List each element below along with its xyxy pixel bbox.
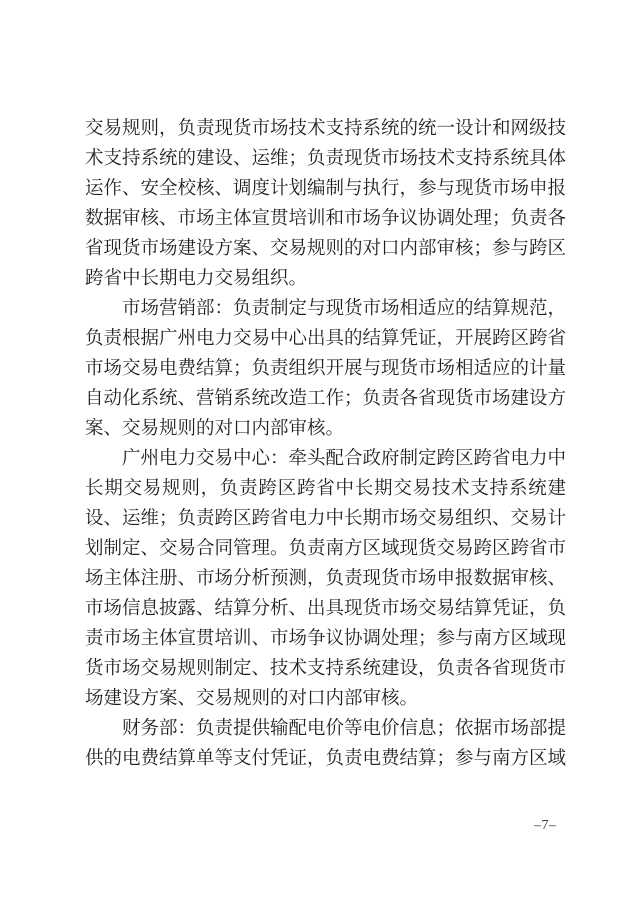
paragraph-finance-department: 财务部：负责提供输配电价等电价信息；依据市场部提供的电费结算单等支付凭证，负责电费结算；参与南方区域	[85, 717, 567, 768]
page-number: –7–	[534, 818, 557, 833]
paragraph-marketing-department: 市场营销部：负责制定与现货市场相适应的结算规范，负责根据广州电力交易中心出具的结算凭证，开展跨区跨省市场交易电费结算；负责组织开展与现货市场相适应的计量自动化系统、营销系统改造工作；负责各省现货市场建设方案、交易规则的对口内部审核。	[85, 297, 567, 438]
paragraph-continuation: 交易规则，负责现货市场技术支持系统的统一设计和网级技术支持系统的建设、运维；负责现货市场技术支持系统具体运作、安全校核、调度计划编制与执行，参与现货市场申报数据审核、市场主体宣贯培训和市场争议协调处理；负责各省现货市场建设方案、交易规则的对口内部审核；参与跨区跨省中长期电力交易组织。	[85, 117, 567, 288]
body-text-block	[85, 113, 566, 773]
paragraph-guangzhou-power-exchange: 广州电力交易中心：牵头配合政府制定跨区跨省电力中长期交易规则，负责跨区跨省中长期交易技术支持系统建设、运维；负责跨区跨省电力中长期市场交易组织、交易计划制定、交易合同管理。负责南方区域现货交易跨区跨省市场主体注册、市场分析预测，负责现货市场申报数据审核、市场信息披露、结算分析、出具现货市场交易结算凭证，负责市场主体宣贯培训、市场争议协调处理；参与南方区域现货市场交易规则制定、技术支持系统建设，负责各省现货市场建设方案、交易规则的对口内部审核。	[85, 447, 567, 708]
